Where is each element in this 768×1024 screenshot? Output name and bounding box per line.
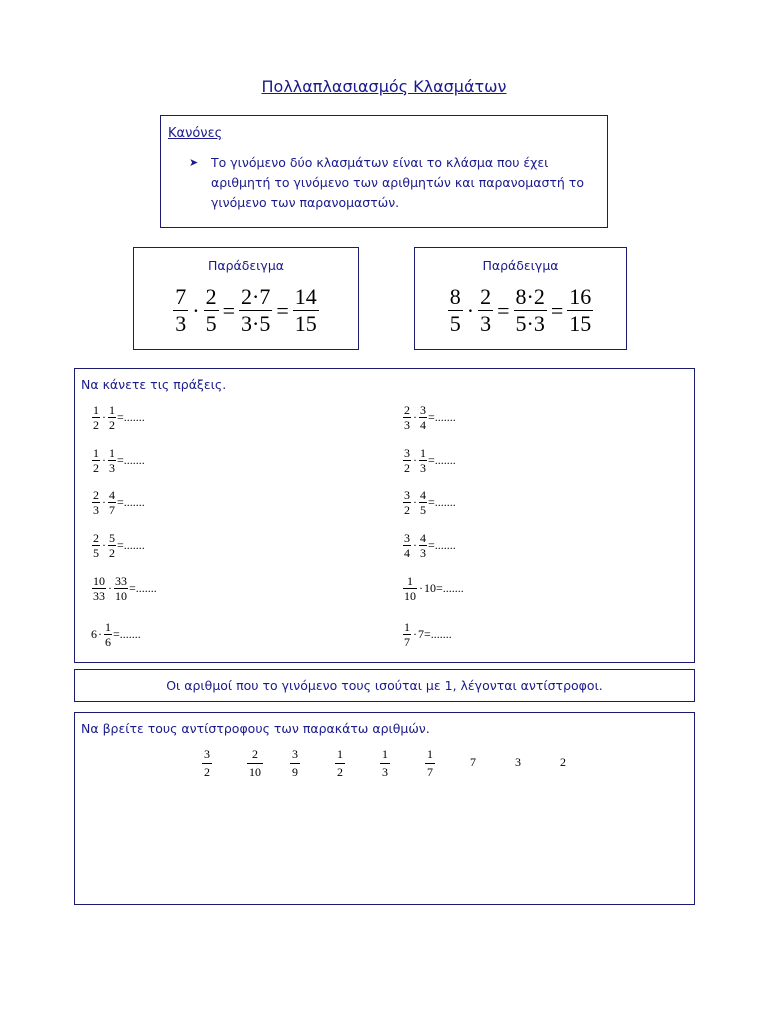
answer-blank: =.......	[424, 627, 452, 641]
fraction	[92, 403, 100, 432]
reciprocals-box	[74, 712, 695, 905]
fraction-part: 5	[449, 311, 461, 336]
fraction	[419, 403, 427, 432]
exercises-box	[74, 368, 695, 663]
denominator: 4	[404, 546, 410, 560]
fraction-part: 14	[294, 284, 317, 309]
fraction-part: 2·7	[241, 284, 271, 309]
denominator: 2	[93, 418, 99, 432]
times-sign: ·	[102, 410, 106, 424]
reciprocal-fraction	[247, 746, 263, 781]
times-sign: ·	[413, 495, 417, 509]
numerator: 1	[93, 403, 99, 417]
fraction	[108, 446, 116, 475]
fraction-part: 3	[480, 311, 492, 336]
denominator: 3	[404, 418, 410, 432]
fraction-part: 5·3	[515, 311, 545, 336]
fraction	[114, 574, 128, 603]
exercise-row	[402, 620, 452, 649]
example-box-2	[414, 247, 627, 350]
numerator: 33	[115, 574, 127, 588]
exercise-row	[91, 446, 145, 475]
numerator: 1	[420, 446, 426, 460]
exercise-row	[91, 403, 145, 432]
denominator: 7	[404, 635, 410, 649]
times-sign: ·	[102, 453, 106, 467]
exercise-row	[402, 446, 456, 475]
denominator: 2	[404, 503, 410, 517]
example-equation: 7 3 · 2 5 = 2·7 3·5 = 14 15	[175, 284, 317, 336]
fraction	[92, 574, 106, 603]
numerator: 2	[404, 403, 410, 417]
exercise-row	[91, 620, 141, 649]
fraction	[419, 531, 427, 560]
denominator: 4	[420, 418, 426, 432]
exercise-row	[402, 574, 464, 603]
reciprocal-fraction	[425, 746, 435, 781]
times-sign: ·	[413, 627, 417, 641]
numerator: 3	[292, 747, 298, 761]
exercise-row	[402, 403, 456, 432]
reciprocal-integer: 3	[515, 755, 521, 769]
fraction	[92, 531, 100, 560]
denominator: 2	[204, 765, 210, 779]
fraction	[403, 488, 411, 517]
fraction-part: 8	[449, 284, 461, 309]
fraction	[92, 446, 100, 475]
exercise-row	[91, 574, 157, 603]
numerator: 1	[109, 403, 115, 417]
numerator: 1	[382, 747, 388, 761]
numerator: 1	[337, 747, 343, 761]
reciprocal-note-box	[74, 669, 695, 702]
example-equation: 8 5 · 2 3 = 8·2 5·3 = 16 15	[449, 284, 592, 336]
times-sign: ·	[102, 495, 106, 509]
numerator: 3	[204, 747, 210, 761]
fraction	[108, 403, 116, 432]
example-label: Παράδειγμα	[207, 258, 285, 273]
denominator: 2	[109, 418, 115, 432]
numerator: 1	[407, 574, 413, 588]
denominator: 7	[109, 503, 115, 517]
denominator: 2	[337, 765, 343, 779]
answer-blank: =.......	[428, 538, 456, 552]
reciprocal-fraction	[335, 746, 345, 781]
exercise-row	[402, 531, 456, 560]
denominator: 3	[420, 461, 426, 475]
rules-text: Το γινόμενο δύο κλασμάτων είναι το κλάσμα που έχει αριθμητή το γινόμενο των αριθμητών και παρανομαστή το γινόμενο των παρανομαστών.	[211, 155, 584, 210]
denominator: 9	[292, 765, 298, 779]
fraction-part: 8·2	[515, 284, 545, 309]
fraction-part: 16	[569, 284, 592, 309]
fraction	[403, 446, 411, 475]
times-sign: ·	[413, 410, 417, 424]
exercise-row	[91, 531, 145, 560]
denominator: 2	[93, 461, 99, 475]
answer-blank: =.......	[117, 495, 145, 509]
fraction	[104, 620, 112, 649]
arrow-bullet-icon: ➤	[189, 156, 199, 169]
denominator: 3	[382, 765, 388, 779]
page-title: Πολλαπλασιασμός Κλασμάτων	[261, 77, 507, 96]
answer-blank: =.......	[129, 581, 157, 595]
numerator: 10	[93, 574, 105, 588]
fraction-part: 15	[569, 311, 592, 336]
integer: 10	[424, 581, 436, 595]
fraction	[108, 531, 116, 560]
numerator: 1	[93, 446, 99, 460]
numerator: 2	[252, 747, 258, 761]
denominator: 10	[404, 589, 416, 603]
denominator: 5	[420, 503, 426, 517]
times-sign: ·	[102, 538, 106, 552]
fraction	[403, 403, 411, 432]
fraction	[567, 284, 593, 337]
fraction	[173, 284, 188, 337]
integer: 7	[418, 627, 424, 641]
fraction	[478, 284, 493, 337]
fraction	[204, 284, 219, 337]
numerator: 1	[109, 446, 115, 460]
numerator: 1	[427, 747, 433, 761]
fraction	[419, 488, 427, 517]
fraction	[419, 446, 427, 475]
exercise-row	[402, 488, 456, 517]
fraction-part: 15	[294, 311, 317, 336]
reciprocal-fraction	[202, 746, 212, 781]
fraction-part: 3·5	[241, 311, 271, 336]
rules-box	[160, 115, 608, 228]
denominator: 33	[93, 589, 105, 603]
answer-blank: =.......	[117, 538, 145, 552]
answer-blank: =.......	[436, 581, 464, 595]
reciprocal-integer: 2	[560, 755, 566, 769]
numerator: 2	[93, 488, 99, 502]
reciprocal-fraction	[380, 746, 390, 781]
fraction-part: 3	[175, 311, 187, 336]
numerator: 5	[109, 531, 115, 545]
numerator: 2	[93, 531, 99, 545]
denominator: 7	[427, 765, 433, 779]
times-sign: ·	[413, 538, 417, 552]
numerator: 4	[109, 488, 115, 502]
reciprocal-note: Οι αριθμοί που το γινόμενο τους ισούται με 1, λέγονται αντίστροφοι.	[166, 678, 603, 693]
rules-heading: Κανόνες	[168, 126, 223, 141]
fraction	[239, 284, 272, 337]
numerator: 1	[404, 620, 410, 634]
reciprocal-fraction	[290, 746, 300, 781]
example-box-1	[133, 247, 359, 350]
denominator: 10	[249, 765, 261, 779]
denominator: 10	[115, 589, 127, 603]
fraction-part: 2	[205, 284, 217, 309]
numerator: 4	[420, 488, 426, 502]
fraction	[293, 284, 319, 337]
denominator: 6	[105, 635, 111, 649]
denominator: 2	[404, 461, 410, 475]
fraction	[514, 284, 547, 337]
fraction	[403, 620, 411, 649]
times-sign: ·	[413, 453, 417, 467]
fraction-part: 2	[480, 284, 492, 309]
numerator: 3	[404, 531, 410, 545]
fraction	[92, 488, 100, 517]
denominator: 2	[109, 546, 115, 560]
answer-blank: =.......	[428, 410, 456, 424]
numerator: 4	[420, 531, 426, 545]
example-label: Παράδειγμα	[482, 258, 559, 273]
denominator: 3	[93, 503, 99, 517]
answer-blank: =.......	[428, 495, 456, 509]
exercises-heading: Να κάνετε τις πράξεις.	[81, 377, 227, 392]
answer-blank: =.......	[117, 453, 145, 467]
fraction-part: 5	[205, 311, 217, 336]
answer-blank: =.......	[428, 453, 456, 467]
numerator: 1	[105, 620, 111, 634]
answer-blank: =.......	[113, 627, 141, 641]
numerator: 3	[420, 403, 426, 417]
integer: 6	[91, 627, 97, 641]
denominator: 3	[420, 546, 426, 560]
fraction	[108, 488, 116, 517]
fraction	[448, 284, 463, 337]
fraction-part: 7	[175, 284, 187, 309]
fraction	[403, 574, 417, 603]
numerator: 3	[404, 488, 410, 502]
exercise-row	[91, 488, 145, 517]
numerator: 3	[404, 446, 410, 460]
denominator: 3	[109, 461, 115, 475]
answer-blank: =.......	[117, 410, 145, 424]
times-sign: ·	[98, 627, 102, 641]
denominator: 5	[93, 546, 99, 560]
reciprocals-heading: Να βρείτε τους αντίστροφους των παρακάτω αριθμών.	[81, 721, 430, 736]
reciprocal-integer: 7	[470, 755, 476, 769]
times-sign: ·	[108, 581, 112, 595]
times-sign: ·	[419, 581, 423, 595]
fraction	[403, 531, 411, 560]
